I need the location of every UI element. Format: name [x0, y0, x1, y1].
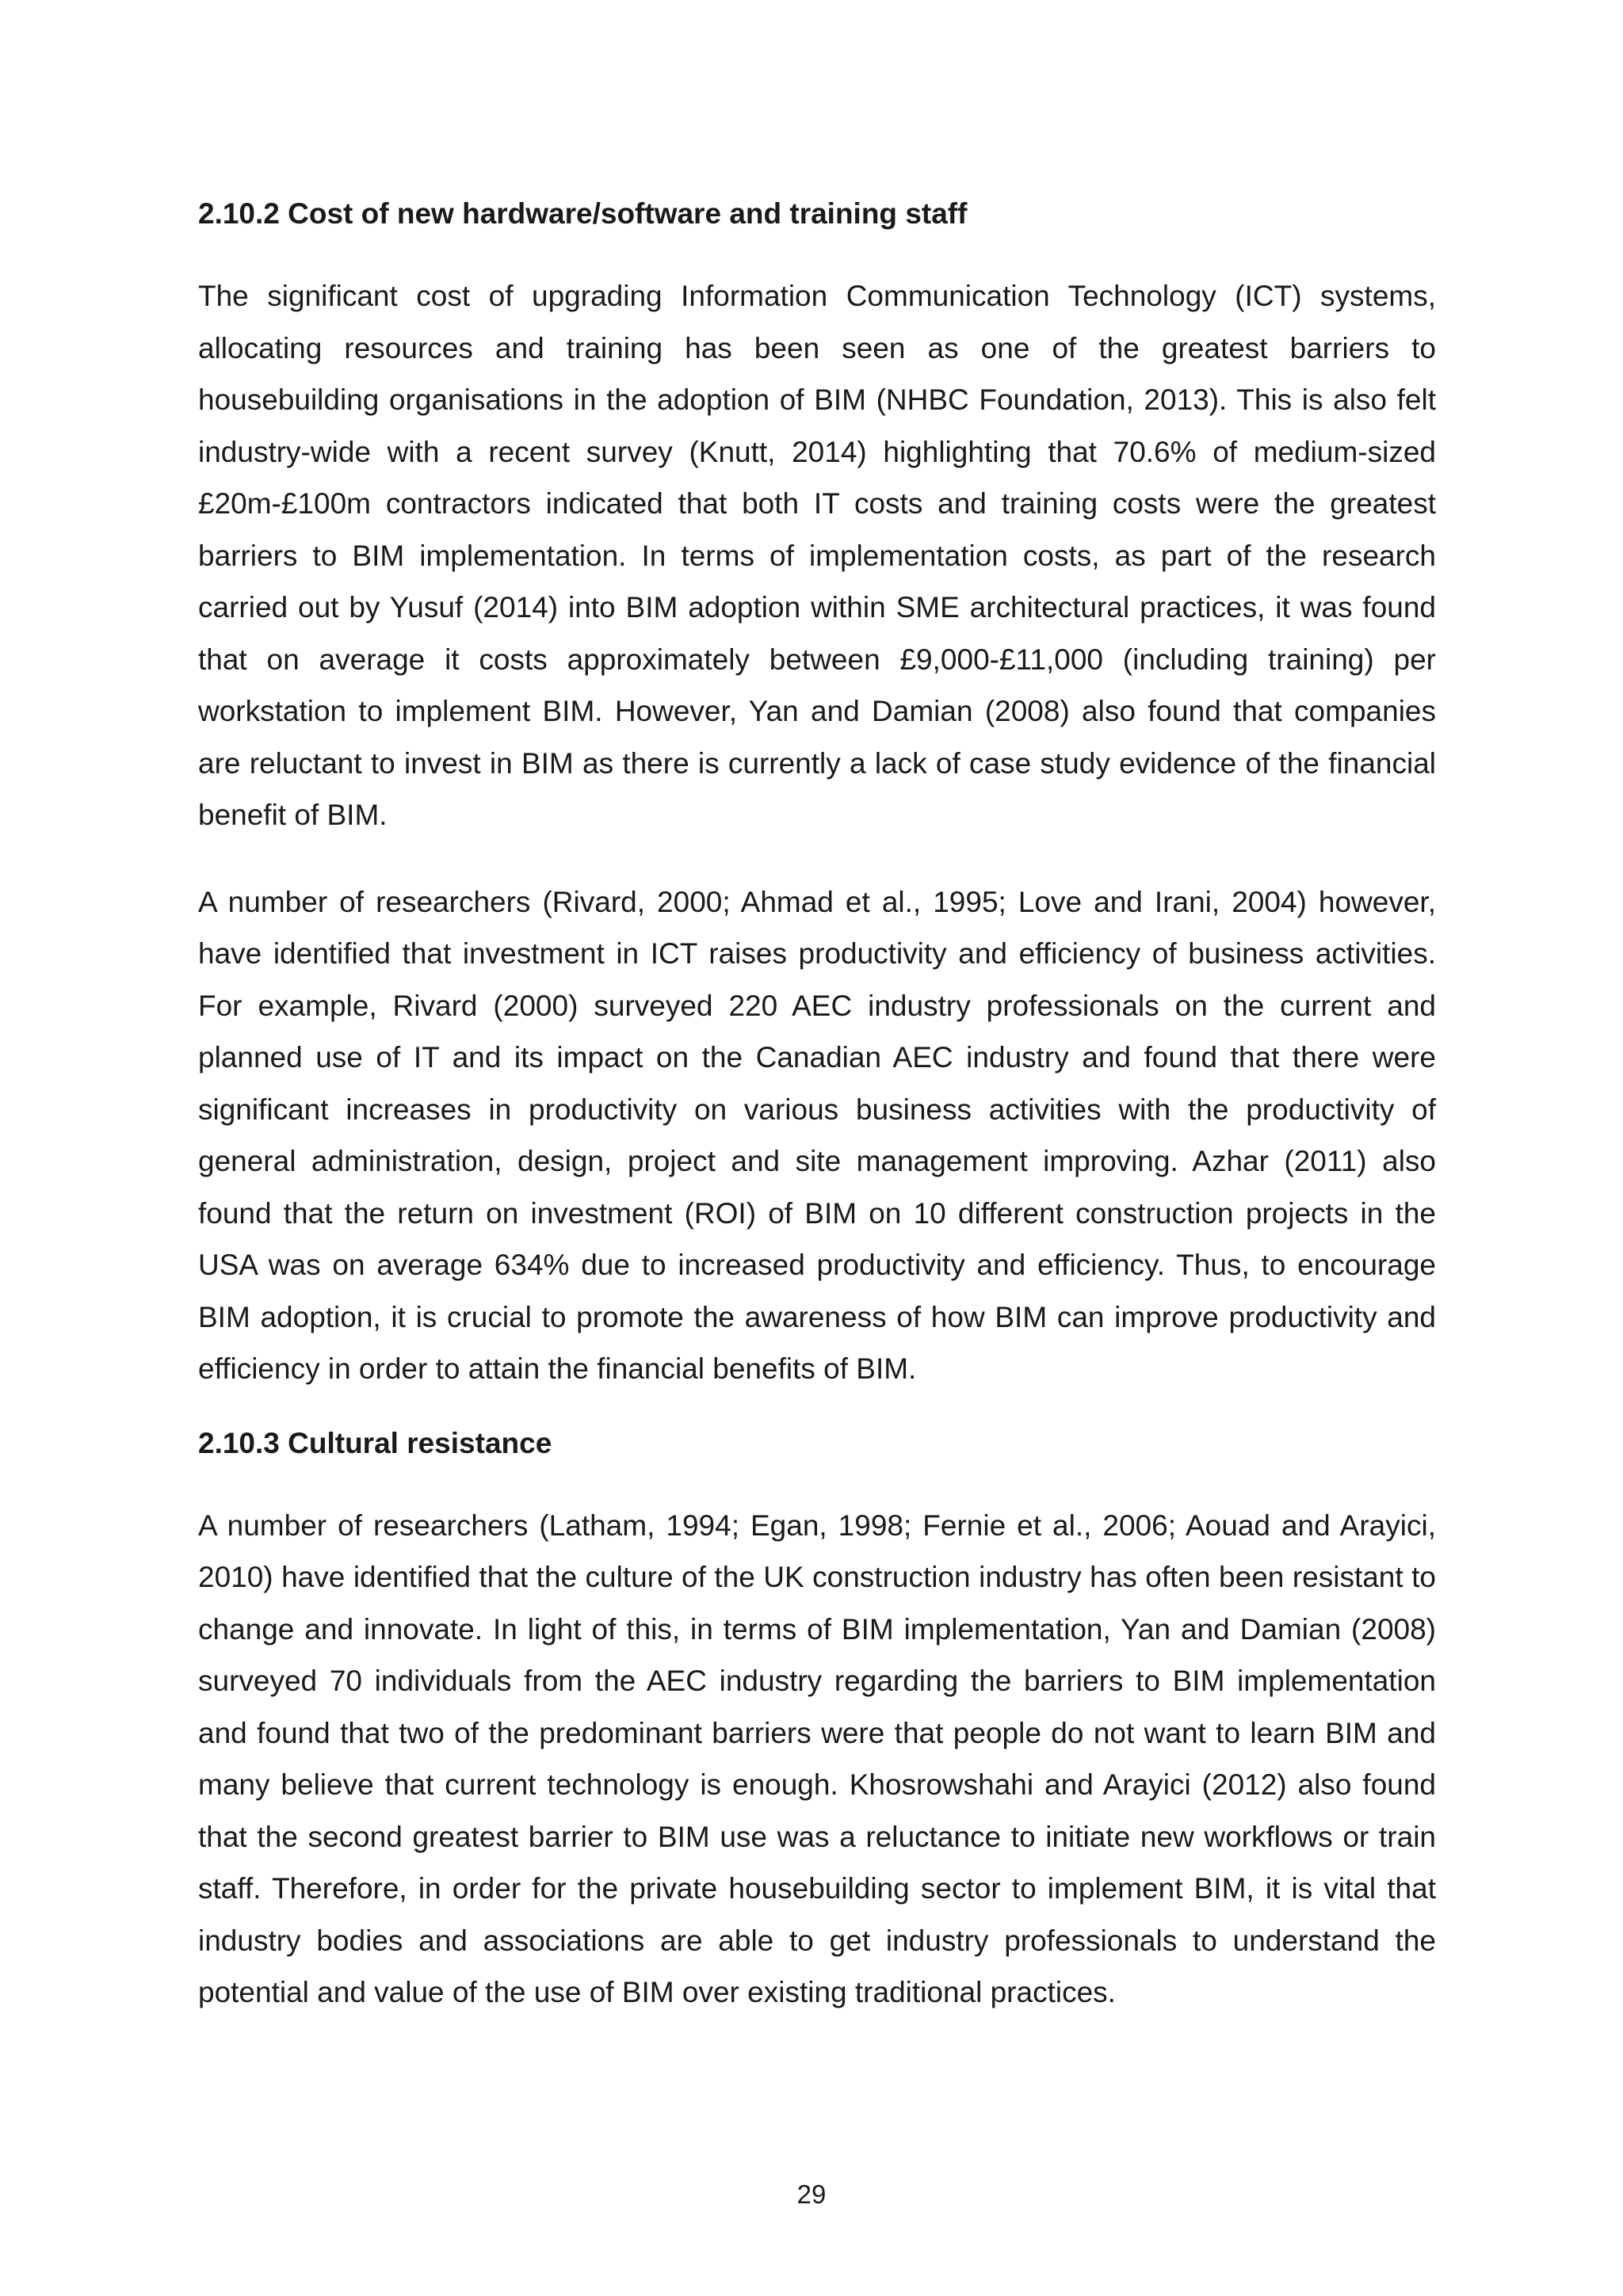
document-page: [198, 194, 1436, 2019]
paragraph-cultural-resistance: A number of researchers (Latham, 1994; Egan, 1998; Fernie et al., 2006; Aouad and Arayici, 2010) have identified that the culture of the UK construction industry has often been resistant to change and innovate. In light of this, in terms of BIM implementation, Yan and Damian (2008) surveyed 70 individuals from the AEC industry regarding the barriers to BIM implementation and found that two of the predominant barriers were that people do not want to learn BIM and many believe that current technology is enough. Khosrowshahi and Arayici (2012) also found that the second greatest barrier to BIM use was a reluctance to initiate new workflows or train staff. Therefore, in order for the private housebuilding sector to implement BIM, it is vital that industry bodies and associations are able to get industry professionals to understand the potential and value of the use of BIM over existing traditional practices.: [198, 1508, 1436, 2008]
paragraph-ict-productivity: A number of researchers (Rivard, 2000; Ahmad et al., 1995; Love and Irani, 2004) however, have identified that investment in ICT raises productivity and efficiency of business activities. For example, Rivard (2000) surveyed 220 AEC industry professionals on the current and planned use of IT and its impact on the Canadian AEC industry and found that there were significant increases in productivity on various business activities with the productivity of general administration, design, project and site management improving. Azhar (2011) also found that the return on investment (ROI) of BIM on 10 different construction projects in the USA was on average 634% due to increased productivity and efficiency. Thus, to encourage BIM adoption, it is crucial to promote the awareness of how BIM can improve productivity and efficiency in order to attain the financial benefits of BIM.: [198, 885, 1436, 1385]
section-heading-cultural: 2.10.3 Cultural resistance: [198, 1426, 552, 1459]
page-number: 29: [796, 2180, 827, 2209]
paragraph-ict-costs: The significant cost of upgrading Information Communication Technology (ICT) systems, allocating resources and training has been seen as one of the greatest barriers to housebuilding organisations in the adoption of BIM (NHBC Foundation, 2013). This is also felt industry-wide with a recent survey (Knutt, 2014) highlighting that 70.6% of medium-sized £20m-£100m contractors indicated that both IT costs and training costs were the greatest barriers to BIM implementation. In terms of implementation costs, as part of the research carried out by Yusuf (2014) into BIM adoption within SME architectural practices, it was found that on average it costs approximately between £9,000-£11,000 (including training) per workstation to implement BIM. However, Yan and Damian (2008) also found that companies are reluctant to invest in BIM as there is currently a lack of case study evidence of the financial benefit of BIM.: [198, 280, 1436, 831]
section-heading-cost: 2.10.2 Cost of new hardware/software and training staff: [198, 197, 968, 230]
